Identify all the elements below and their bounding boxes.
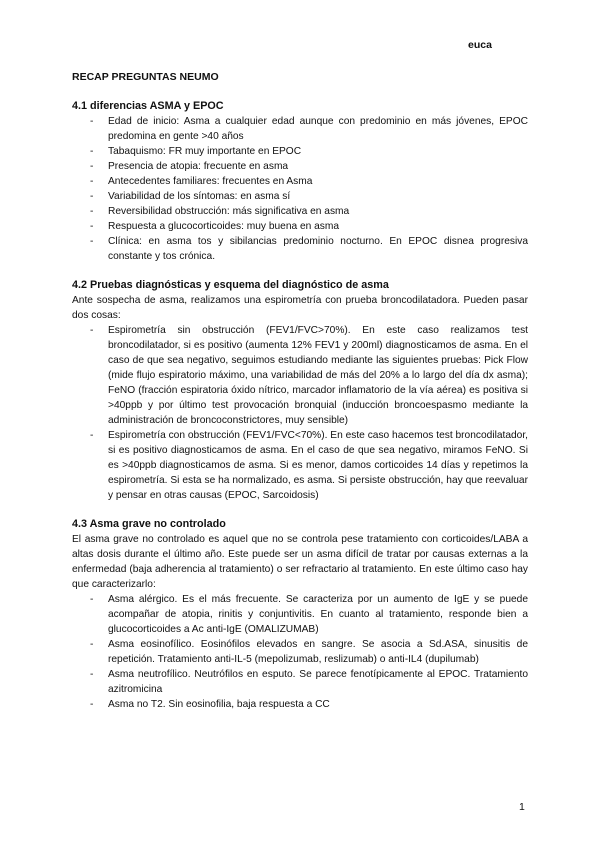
- section-asma-grave: [72, 517, 528, 712]
- list-item: - Asma neutrofílico. Neutrófilos en esputo. Se parece fenotípicamente al EPOC. Tratamiento azitromicina: [72, 667, 528, 697]
- section-intro: El asma grave no controlado es aquel que no se controla pese tratamiento con corticoides/LABA a altas dosis durante el último año. Este puede ser un asma difícil de tratar por causas externas a la enfermedad (baja adherencia al tratamiento) o ser refractario al tratamiento. En este último caso hay que caracterizarlo:: [72, 534, 528, 590]
- page-number: 1: [519, 801, 525, 813]
- section-title: 4.2 Pruebas diagnósticas y esquema del diagnóstico de asma: [72, 279, 389, 291]
- header-label: euca: [468, 39, 492, 51]
- section-pruebas-diagnosticas: [72, 278, 528, 503]
- bullet-list: [72, 114, 528, 264]
- list-item: - Presencia de atopia: frecuente en asma: [72, 159, 528, 174]
- list-item: - Clínica: en asma tos y sibilancias predominio nocturno. En EPOC disnea progresiva constante y tos crónica.: [72, 234, 528, 264]
- section-intro: Ante sospecha de asma, realizamos una espirometría con prueba broncodilatadora. Pueden pasar dos cosas:: [72, 295, 528, 321]
- list-item: - Respuesta a glucocorticoides: muy buena en asma: [72, 219, 528, 234]
- section-title: 4.1 diferencias ASMA y EPOC: [72, 100, 224, 112]
- list-item: - Espirometría sin obstrucción (FEV1/FVC>70%). En este caso realizamos test broncodilatador, si es positivo (aumenta 12% FEV1 y 200ml) diagnosticamos de asma. En el caso de que sea negativo, seguimos estudiando mediante las siguientes pruebas: Pick Flow (mide flujo espiratorio máximo, una variabilidad de más del 20% a lo largo del día dx asma); FeNO (fracción espiratoria óxido nítrico, marcador inflamatorio de la vía aérea) es positiva si >40ppb y por último test provocación bronquial (inducción broncoespasmo mediante la administración de broncoconstrictores, muy sensible): [72, 323, 528, 428]
- list-item: - Asma no T2. Sin eosinofilia, baja respuesta a CC: [72, 697, 528, 712]
- list-item: - Antecedentes familiares: frecuentes en Asma: [72, 174, 528, 189]
- list-item: - Espirometría con obstrucción (FEV1/FVC<70%). En este caso hacemos test broncodilatador, si es positivo diagnosticamos de asma. En el caso de que sea negativo, miramos FeNO. Si es >40ppb diagnosticamos de asma. Si es menor, damos corticoides 14 días y repetimos la espirometría. Si esta se ha normalizado, es asma. Si persiste obstrucción, hay que reevaluar y pensar en otras causas (EPOC, Sarcoidosis): [72, 428, 528, 503]
- document-content: [72, 70, 528, 726]
- section-title: 4.3 Asma grave no controlado: [72, 518, 226, 530]
- bullet-list: [72, 323, 528, 503]
- list-item: - Tabaquismo: FR muy importante en EPOC: [72, 144, 528, 159]
- document-title: RECAP PREGUNTAS NEUMO: [72, 71, 219, 83]
- section-asma-epoc: [72, 99, 528, 264]
- list-item: - Variabilidad de los síntomas: en asma sí: [72, 189, 528, 204]
- list-item: - Asma alérgico. Es el más frecuente. Se caracteriza por un aumento de IgE y se puede acompañar de atopia, rinitis y conjuntivitis. En cuanto al tratamiento, responde bien a glucocorticoides a Ac anti-IgE (OMALIZUMAB): [72, 592, 528, 637]
- list-item: - Asma eosinofílico. Eosinófilos elevados en sangre. Se asocia a Sd.ASA, sinusitis de repetición. Tratamiento anti-IL-5 (mepolizumab, reslizumab) o anti-IL4 (dupilumab): [72, 637, 528, 667]
- list-item: - Edad de inicio: Asma a cualquier edad aunque con predominio en más jóvenes, EPOC predomina en gente >40 años: [72, 114, 528, 144]
- list-item: - Reversibilidad obstrucción: más significativa en asma: [72, 204, 528, 219]
- bullet-list: [72, 592, 528, 712]
